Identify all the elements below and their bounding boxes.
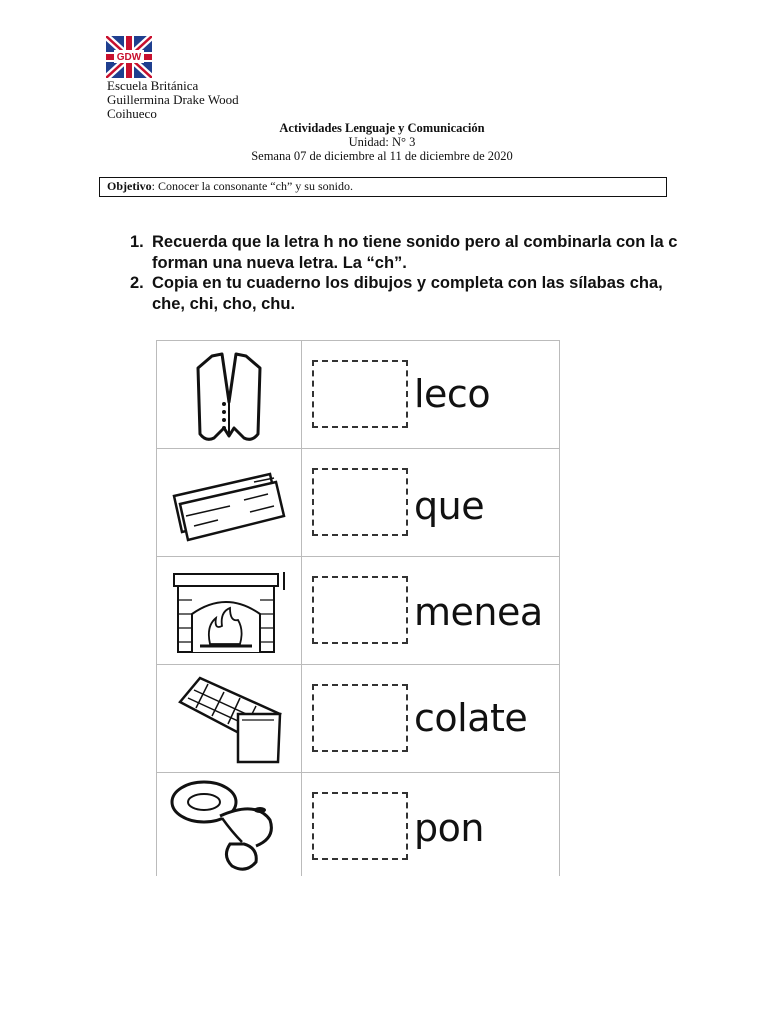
instruction-item	[130, 232, 690, 273]
instructions-list	[130, 232, 690, 314]
exercise-row	[156, 556, 560, 664]
objective-box	[99, 177, 667, 197]
answer-blank[interactable]	[312, 684, 408, 752]
exercise-row	[156, 664, 560, 772]
exercise-row	[156, 340, 560, 448]
exercise-grid	[156, 340, 560, 876]
instruction-text: Copia en tu cuaderno los dibujos y completa con las sílabas cha, che, chi, cho, chu.	[152, 274, 663, 313]
answer-blank[interactable]	[312, 576, 408, 644]
school-name	[107, 79, 239, 121]
school-line: Coihueco	[107, 106, 157, 121]
objective-text: : Conocer la consonante “ch” y su sonido.	[151, 179, 353, 193]
school-line: Guillermina Drake Wood	[107, 92, 239, 107]
exercise-row	[156, 772, 560, 880]
word-ending: leco	[414, 372, 491, 416]
word-ending: colate	[414, 696, 528, 740]
school-line: Escuela Británica	[107, 78, 199, 93]
answer-blank[interactable]	[312, 360, 408, 428]
svg-text:GDW: GDW	[116, 52, 142, 63]
word-ending: que	[414, 484, 485, 528]
school-logo	[106, 36, 152, 78]
instruction-number: 2.	[130, 274, 144, 292]
instruction-item	[130, 273, 690, 314]
word-ending: menea	[414, 590, 543, 634]
answer-blank[interactable]	[312, 468, 408, 536]
word-ending: pon	[414, 806, 484, 850]
document-title: Actividades Lenguaje y Comunicación	[279, 121, 485, 135]
pacifier-icon	[160, 776, 298, 876]
exercise-row	[156, 448, 560, 556]
objective-label: Objetivo	[107, 179, 152, 193]
chocolate-icon	[160, 668, 298, 768]
instruction-text: Recuerda que la letra h no tiene sonido pero al combinarla con la c forman una nueva letra. La “ch”.	[152, 233, 678, 272]
vest-icon	[160, 344, 298, 444]
instruction-number: 1.	[130, 233, 144, 251]
fireplace-icon	[160, 560, 298, 660]
answer-blank[interactable]	[312, 792, 408, 860]
week-label: Semana 07 de diciembre al 11 de diciembre de 2020	[251, 149, 513, 163]
unit-label: Unidad: N° 3	[348, 135, 416, 149]
cheque-icon	[160, 452, 298, 552]
